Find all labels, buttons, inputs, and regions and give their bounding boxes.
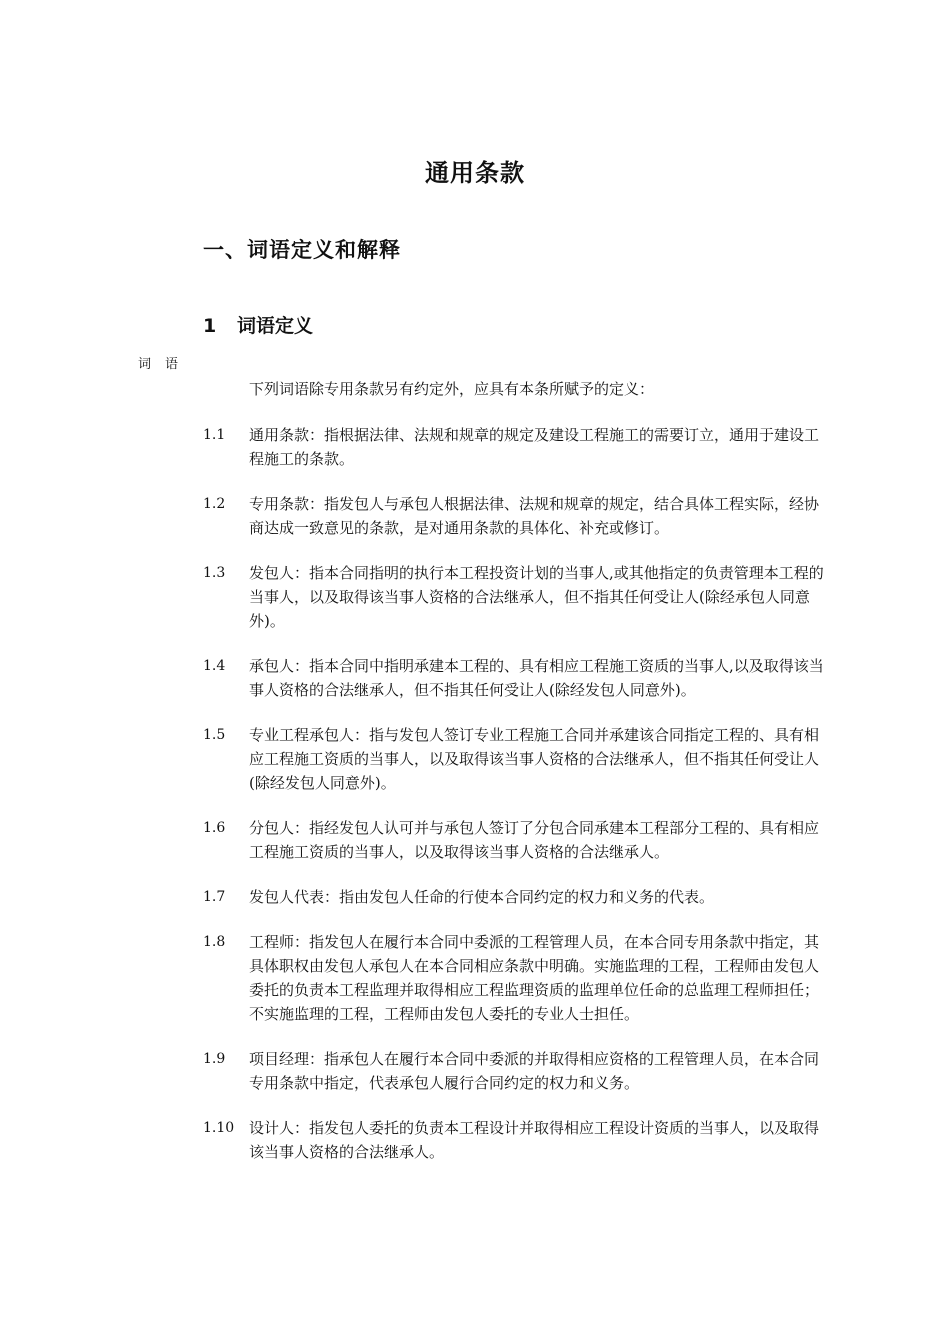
clause-item xyxy=(203,930,843,1026)
clause-text: 承包人：指本合同中指明承建本工程的、具有相应工程施工资质的当事人,以及取得该当事人资格的合法继承人，但不指其任何受让人(除经发包人同意外)。 xyxy=(249,657,824,699)
clause-item xyxy=(203,423,843,471)
clause-number: 1.3 xyxy=(203,565,226,581)
clause-text: 设计人：指发包人委托的负责本工程设计并取得相应工程设计资质的当事人，以及取得该当事人资格的合法继承人。 xyxy=(249,1119,820,1161)
clause-text: 分包人：指经发包人认可并与承包人签订了分包合同承建本工程部分工程的、具有相应工程施工资质的当事人，以及取得该当事人资格的合法继承人。 xyxy=(249,819,820,861)
clause-number: 1.4 xyxy=(203,658,226,674)
intro-paragraph: 下列词语除专用条款另有约定外，应具有本条所赋予的定义： xyxy=(249,380,655,398)
clause-number: 1.1 xyxy=(203,427,226,443)
clause-item xyxy=(203,654,843,702)
section-number: 1 xyxy=(203,315,217,337)
clause-text: 专用条款：指发包人与承包人根据法律、法规和规章的规定，结合具体工程实际，经协商达成一致意见的条款，是对通用条款的具体化、补充或修订。 xyxy=(249,495,820,537)
clause-item xyxy=(203,561,843,633)
clause-item xyxy=(203,492,843,540)
clause-text: 发包人：指本合同指明的执行本工程投资计划的当事人,或其他指定的负责管理本工程的当事人，以及取得该当事人资格的合法继承人，但不指其任何受让人(除经承包人同意外)。 xyxy=(249,564,824,630)
chapter-heading: 一、词语定义和解释 xyxy=(203,238,401,262)
clause-text: 项目经理：指承包人在履行本合同中委派的并取得相应资格的工程管理人员，在本合同专用条款中指定，代表承包人履行合同约定的权力和义务。 xyxy=(249,1050,820,1092)
clause-number: 1.2 xyxy=(203,496,226,512)
clause-item xyxy=(203,1047,843,1095)
clause-item xyxy=(203,723,843,795)
document-title: 通用条款 xyxy=(425,159,525,187)
clause-number: 1.7 xyxy=(203,889,226,905)
clause-number: 1.8 xyxy=(203,934,226,950)
clause-number: 1.10 xyxy=(203,1120,235,1136)
clause-text: 通用条款：指根据法律、法规和规章的规定及建设工程施工的需要订立，通用于建设工程施工的条款。 xyxy=(249,426,820,468)
clause-number: 1.6 xyxy=(203,820,226,836)
clause-item xyxy=(203,816,843,864)
clause-number: 1.9 xyxy=(203,1051,226,1067)
clause-list xyxy=(203,423,843,1185)
section-heading xyxy=(203,312,313,340)
clause-item xyxy=(203,1116,843,1164)
clause-text: 专业工程承包人：指与发包人签订专业工程施工合同并承建该合同指定工程的、具有相应工程施工资质的当事人，以及取得该当事人资格的合法继承人，但不指其任何受让人(除经发包人同意外)。 xyxy=(249,726,820,792)
clause-text: 工程师：指发包人在履行本合同中委派的工程管理人员，在本合同专用条款中指定，其具体职权由发包人承包人在本合同相应条款中明确。实施监理的工程，工程师由发包人委托的负责本工程监理并取得相应工程监理资质的监理单位任命的总监理工程师担任；不实施监理的工程，工程师由发包人委托的专业人士担任。 xyxy=(249,933,820,1023)
clause-item xyxy=(203,885,843,909)
clause-text: 发包人代表：指由发包人任命的行使本合同约定的权力和义务的代表。 xyxy=(249,888,715,906)
margin-note: 词语 xyxy=(138,357,193,372)
clause-number: 1.5 xyxy=(203,727,226,743)
section-title: 词语定义 xyxy=(237,315,314,337)
